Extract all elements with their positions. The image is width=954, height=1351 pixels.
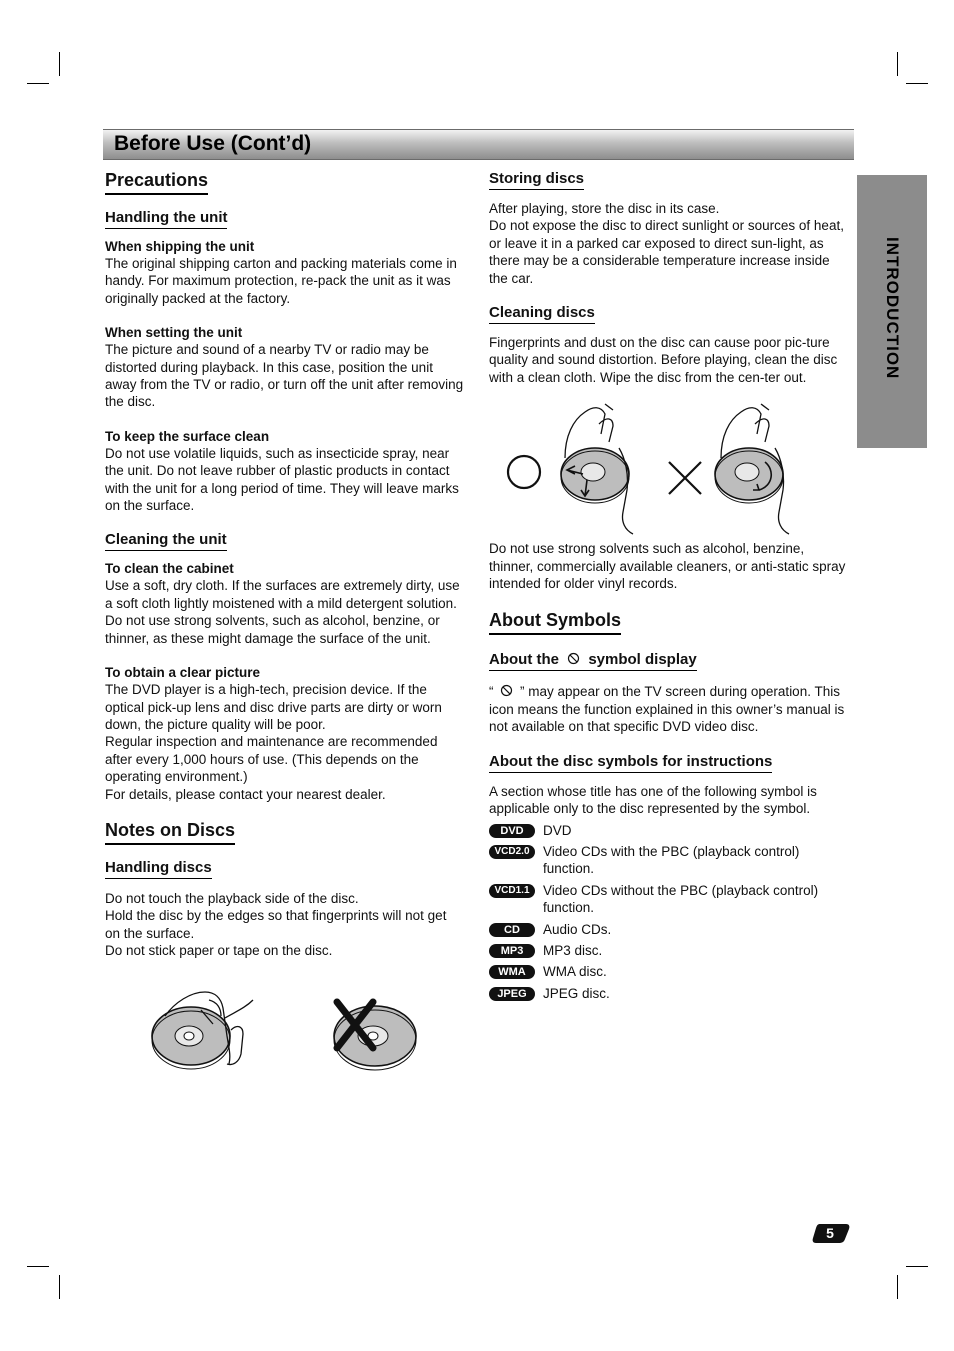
page-number: [812, 1222, 850, 1244]
prohibited-icon: [567, 652, 580, 665]
cabinet-text: Use a soft, dry cloth. If the surfaces are extremely dirty, use a soft cloth lightly moistened with a mild detergent solution. Do not use strong solvents, such as alcohol, benzine, or thinner, as these might damage the surface of the unit.: [105, 578, 460, 646]
shipping-title: When shipping the unit: [105, 239, 255, 254]
setting-title: When setting the unit: [105, 325, 243, 341]
surface-title: To keep the surface clean: [105, 428, 270, 444]
symbol-description: Audio CDs.: [543, 921, 612, 937]
precautions-heading: Precautions: [105, 170, 208, 195]
handling-discs-text-2: Hold the disc by the edges so that fingerprints will not get on the surface.: [105, 908, 447, 941]
section-tab-label: INTRODUCTION: [883, 237, 902, 380]
crop-mark: [897, 52, 898, 76]
list-item: [489, 822, 851, 839]
symbol-display-heading-b: symbol display: [588, 651, 697, 669]
title-bar: [103, 129, 854, 160]
list-item: [489, 985, 851, 1002]
list-item: [489, 942, 851, 959]
picture-text-2: Regular inspection and maintenance are recommended after every 1,000 hours of use. (This depends on the operating environment.): [105, 734, 438, 785]
disc-handling-svg: [105, 978, 465, 1088]
mp3-badge: MP3: [489, 944, 535, 958]
surface-text: Do not use volatile liquids, such as insecticide spray, near the unit. Do not leave rubber of plastic products in contact with the unit for a long period of time. They will leave marks on the surface.: [105, 445, 459, 514]
incorrect-cross-icon: [669, 462, 701, 494]
storing-text-1: After playing, store the disc in its case.: [489, 201, 720, 216]
symbol-display-heading: [489, 651, 697, 671]
storing-text-2: Do not expose the disc to direct sunlight or sources of heat, or leave it in a parked car exposed to direct sun-light, as there may be a considerable temperature increase inside the car.: [489, 218, 844, 286]
crop-mark: [906, 1266, 928, 1267]
right-column: [489, 170, 851, 1006]
list-item: [489, 882, 851, 917]
symbol-description: MP3 disc.: [543, 942, 603, 958]
crop-mark: [59, 1275, 60, 1299]
symbol-description: Video CDs with the PBC (playback control) function.: [543, 843, 800, 877]
symbol-display-text-b: ” may appear on the TV screen during operation. This icon means the function explained in this owner’s manual is not available on that specific DVD video disc.: [489, 684, 845, 735]
disc-symbols-intro: A section whose title has one of the following symbol is applicable only to the disc represented by the symbol.: [489, 783, 817, 817]
vcd20-badge: VCD2.0: [489, 845, 535, 859]
dvd-badge: DVD: [489, 824, 535, 838]
shipping-text: The original shipping carton and packing materials come in handy. For maximum protection, re-pack the unit as it was originally packed at the factory.: [105, 256, 457, 306]
crop-mark: [906, 83, 928, 84]
picture-text-3: For details, please contact your nearest dealer.: [105, 786, 386, 802]
picture-title: To obtain a clear picture: [105, 665, 261, 681]
jpeg-badge: JPEG: [489, 987, 535, 1001]
prohibited-icon: [500, 684, 513, 697]
vcd11-badge: VCD1.1: [489, 884, 535, 898]
cd-badge: CD: [489, 923, 535, 937]
left-column: [105, 170, 465, 1088]
disc-handling-illustration: [105, 978, 465, 1088]
symbol-description: JPEG disc.: [543, 985, 610, 1001]
crop-mark: [27, 83, 49, 84]
wma-badge: WMA: [489, 965, 535, 979]
symbol-description: DVD: [543, 822, 572, 838]
crop-mark: [59, 52, 60, 76]
handling-discs-text-1: Do not touch the playback side of the disc.: [105, 890, 359, 906]
symbol-display-text-a: “: [489, 684, 494, 700]
crossed-disc-icon: [334, 1002, 416, 1070]
picture-text-1: The DVD player is a high-tech, precision device. If the optical pick-up lens and disc drive parts are dirty or worn down, the picture quality will be poor.: [105, 682, 442, 732]
disc-symbols-heading: About the disc symbols for instructions: [489, 753, 772, 773]
cleaning-discs-text-2: Do not use strong solvents such as alcohol, benzine, thinner, commercially available cleaners, or anti-static spray intended for older vinyl records.: [489, 541, 846, 592]
held-disc-icon: [152, 992, 253, 1069]
page-title: Before Use (Cont’d): [114, 132, 312, 155]
page-number-text: 5: [826, 1225, 834, 1241]
list-item: [489, 843, 851, 878]
setting-text: The picture and sound of a nearby TV or radio may be distorted during playback. In this case, position the unit away from the TV or radio, or turn off the unit after removing the disc.: [105, 342, 464, 410]
list-item: [489, 963, 851, 980]
symbol-description: WMA disc.: [543, 964, 607, 980]
list-item: [489, 921, 851, 938]
cleaning-unit-heading: Cleaning the unit: [105, 531, 227, 551]
symbol-display-heading-a: About the: [489, 651, 559, 669]
cleaning-discs-heading: Cleaning discs: [489, 304, 595, 324]
cabinet-title: To clean the cabinet: [105, 561, 234, 577]
correct-circle-icon: [508, 456, 540, 488]
crop-mark: [27, 1266, 49, 1267]
disc-cleaning-illustration: [489, 400, 851, 538]
disc-cleaning-svg: [489, 400, 851, 538]
handling-discs-text-3: Do not stick paper or tape on the disc.: [105, 943, 333, 959]
cleaning-discs-text-1: Fingerprints and dust on the disc can cause poor pic-ture quality and sound distortion. Before playing, clean the disc with a clean cloth. Wipe the disc from the cen-ter out.: [489, 335, 838, 385]
handling-unit-heading: Handling the unit: [105, 209, 227, 229]
symbol-description: Video CDs without the PBC (playback control) function.: [543, 882, 819, 916]
storing-discs-heading: Storing discs: [489, 170, 584, 190]
wipe-center-out-icon: [561, 404, 633, 534]
section-tab: [857, 175, 927, 448]
disc-symbol-list: [489, 822, 851, 1003]
handling-discs-heading: Handling discs: [105, 859, 212, 879]
wipe-circular-icon: [715, 404, 789, 534]
about-symbols-heading: About Symbols: [489, 610, 621, 635]
crop-mark: [897, 1275, 898, 1299]
notes-heading: Notes on Discs: [105, 820, 235, 845]
symbol-display-text: [489, 683, 851, 735]
